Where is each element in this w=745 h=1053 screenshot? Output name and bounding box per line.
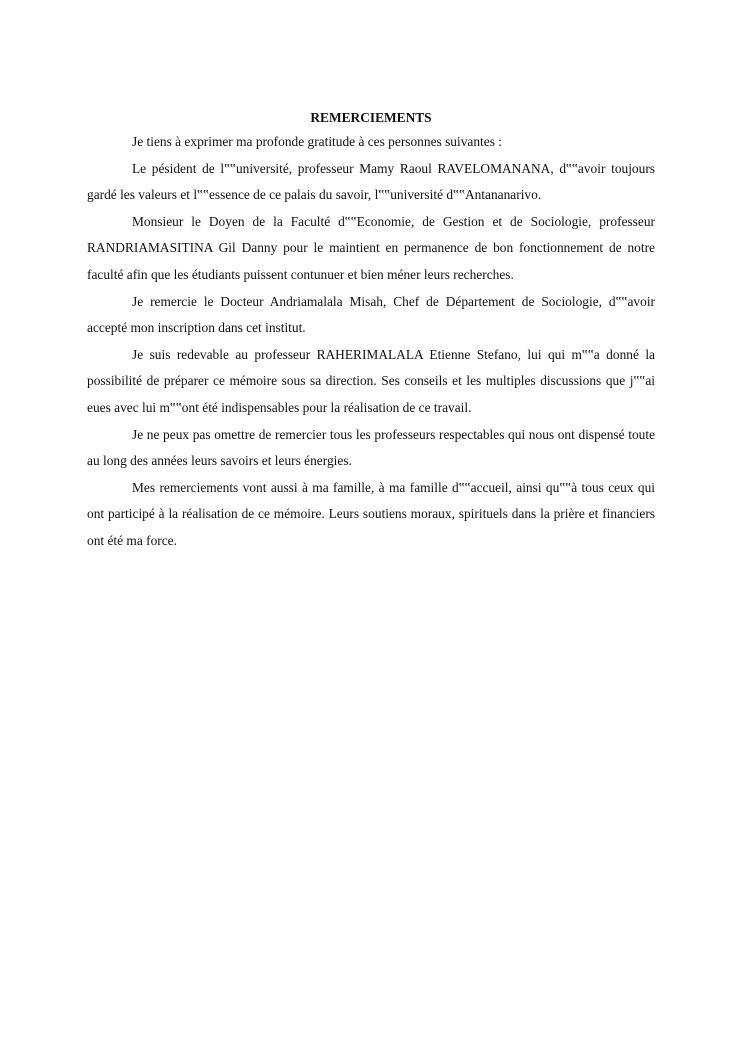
paragraph-president: Le pésident de l‟‟université, professeur Mamy Raoul RAVELOMANANA, d‟‟avoir toujours gardé les valeurs et l‟‟essence de ce palais du savoir, l‟‟université d‟‟Antananarivo. <box>87 160 655 203</box>
document-body <box>87 108 655 555</box>
paragraph-intro: Je tiens à exprimer ma profonde gratitude à ces personnes suivantes : <box>132 134 502 149</box>
paragraph-department-head: Je remercie le Docteur Andriamalala Misah, Chef de Département de Sociologie, d‟‟avoir accepté mon inscription dans cet institut. <box>87 293 655 336</box>
page-title: REMERCIEMENTS <box>310 110 432 125</box>
paragraph-dean: Monsieur le Doyen de la Faculté d‟‟Economie, de Gestion et de Sociologie, professeur RANDRIAMASITINA Gil Danny pour le maintient en permanence de bon fonctionnement de notre faculté afin que les étudiants puissent contunuer et bien méner leurs recherches. <box>87 213 655 282</box>
paragraph-family: Mes remerciements vont aussi à ma famille, à ma famille d‟‟accueil, ainsi qu‟‟à tous ceux qui ont participé à la réalisation de ce mémoire. Leurs soutiens moraux, spirituels dans la prière et financiers ont été ma force. <box>87 479 655 548</box>
paragraph-professors: Je ne peux pas omettre de remercier tous les professeurs respectables qui nous ont dispensé toute au long des années leurs savoirs et leurs énergies. <box>87 426 655 469</box>
paragraph-supervisor: Je suis redevable au professeur RAHERIMALALA Etienne Stefano, lui qui m‟‟a donné la possibilité de préparer ce mémoire sous sa direction. Ses conseils et les multiples discussions que j‟‟ai eues avec lui m‟‟ont été indispensables pour la réalisation de ce travail. <box>87 346 655 415</box>
